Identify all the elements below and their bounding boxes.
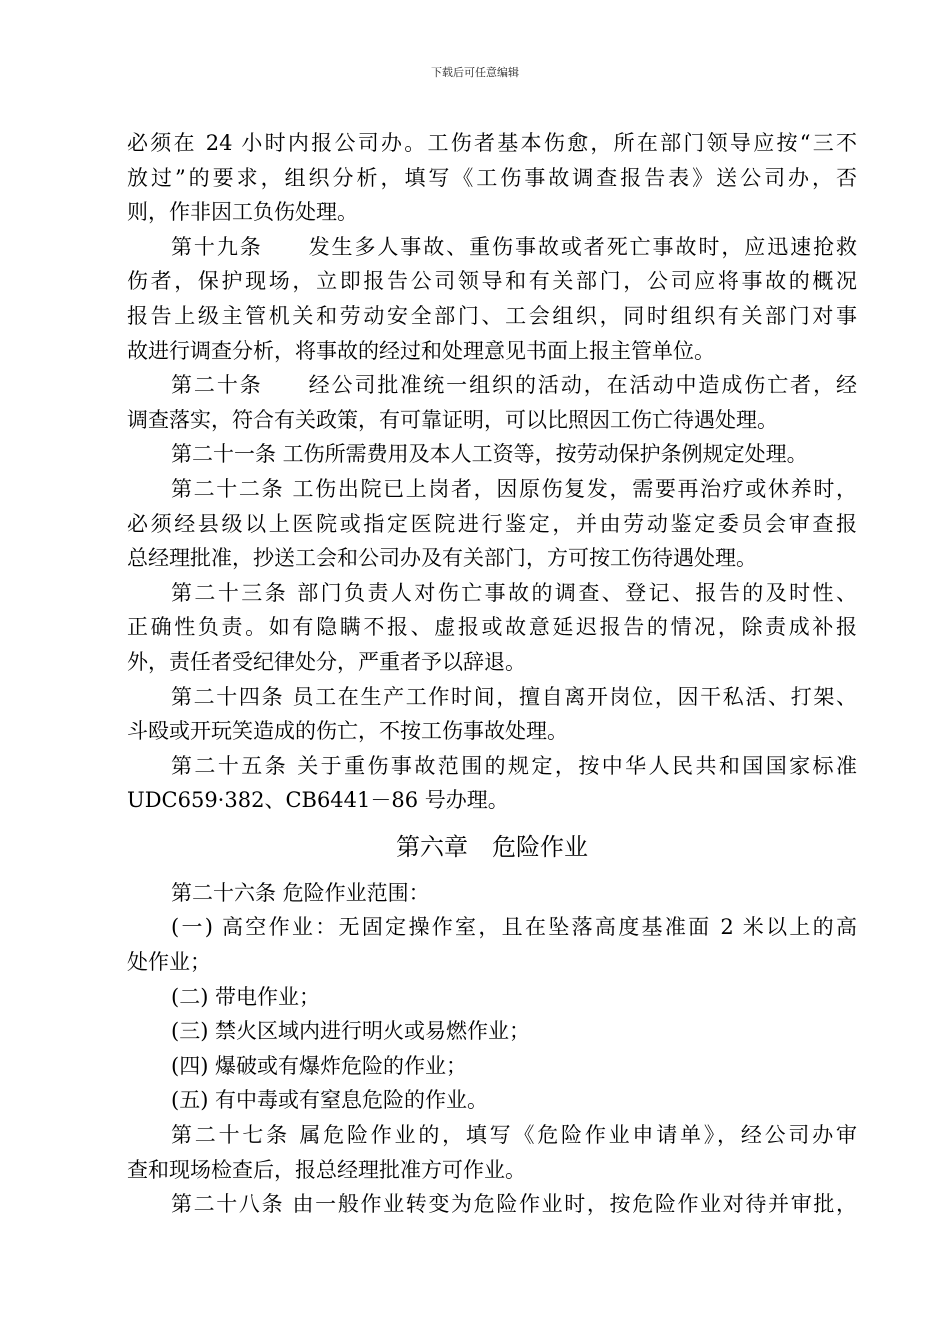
text-line: 第二十八条 由一般作业转变为危险作业时，按危险作业对待并审批， xyxy=(171,1192,857,1217)
text-line: 斗殴或开玩笑造成的伤亡，不按工伤事故处理。 xyxy=(127,719,568,744)
text-line: 故进行调查分析，将事故的经过和处理意见书面上报主管单位。 xyxy=(127,338,715,363)
text-line: 正确性负责。如有隐瞒不报、虚报或故意延迟报告的情况，除责成补报 xyxy=(127,615,857,640)
text-line: 报告上级主管机关和劳动安全部门、工会组织，同时组织有关部门对事 xyxy=(127,303,857,328)
text-line: (二) 带电作业； xyxy=(171,984,321,1009)
list-item xyxy=(127,910,857,979)
text-line: 第二十一条 工伤所需费用及本人工资等，按劳动保护条例规定处理。 xyxy=(171,442,808,467)
article-19 xyxy=(127,230,857,368)
text-line: 第二十五条 关于重伤事故范围的规定，按中华人民共和国国家标准 xyxy=(171,753,857,778)
article-20 xyxy=(127,368,857,437)
text-line: 伤者，保护现场，立即报告公司领导和有关部门，公司应将事故的概况 xyxy=(127,269,857,294)
text-line: UDC659·382、CB6441－86 号办理。 xyxy=(127,788,509,813)
text-line: 必须在 24 小时内报公司办。工伤者基本伤愈，所在部门领导应按“三不 xyxy=(127,131,857,155)
list-item xyxy=(127,980,857,1015)
text-line: 调查落实，符合有关政策，有可靠证明，可以比照因工伤亡待遇处理。 xyxy=(127,407,778,432)
text-line: 第十九条 发生多人事故、重伤事故或者死亡事故时，应迅速抢救 xyxy=(171,234,857,259)
paragraph-continuation xyxy=(127,126,857,230)
list-item xyxy=(127,1014,857,1049)
article-28 xyxy=(127,1187,857,1222)
article-27 xyxy=(127,1118,857,1187)
text-line: 外，责任者受纪律处分，严重者予以辞退。 xyxy=(127,649,526,674)
list-item xyxy=(127,1049,857,1084)
text-line: 查和现场检查后，报总经理批准方可作业。 xyxy=(127,1157,526,1182)
text-line: (一) 高空作业：无固定操作室，且在坠落高度基准面 2 米以上的高 xyxy=(171,915,857,940)
text-line: 则，作非因工负伤处理。 xyxy=(127,200,358,225)
article-25 xyxy=(127,749,857,818)
text-line: (五) 有中毒或有窒息危险的作业。 xyxy=(171,1088,489,1113)
text-line: 第二十二条 工伤出院已上岗者，因原伤复发，需要再治疗或休养时， xyxy=(171,476,857,501)
text-line: 第二十六条 危险作业范围： xyxy=(171,880,430,905)
text-line: 第二十七条 属危险作业的，填写《危险作业申请单》，经公司办审 xyxy=(171,1123,857,1148)
article-26 xyxy=(127,876,857,911)
list-item xyxy=(127,1083,857,1118)
text-line: 放过”的要求，组织分析，填写《工伤事故调查报告表》送公司办，否 xyxy=(127,165,857,190)
document-body xyxy=(127,126,857,1222)
article-21 xyxy=(127,437,857,472)
text-line: 第二十四条 员工在生产工作时间，擅自离开岗位，因干私活、打架、 xyxy=(171,684,857,709)
text-line: 必须经县级以上医院或指定医院进行鉴定，并由劳动鉴定委员会审查报 xyxy=(127,511,857,536)
chapter-title: 第六章 危险作业 xyxy=(396,832,588,861)
text-line: 总经理批准，抄送工会和公司办及有关部门，方可按工伤待遇处理。 xyxy=(127,546,757,571)
text-line: (四) 爆破或有爆炸危险的作业； xyxy=(171,1053,468,1078)
text-line: 第二十三条 部门负责人对伤亡事故的调查、登记、报告的及时性、 xyxy=(171,580,857,605)
article-22 xyxy=(127,472,857,576)
page-header: 下载后可任意编辑 xyxy=(431,66,519,79)
text-line: 第二十条 经公司批准统一组织的活动，在活动中造成伤亡者，经 xyxy=(171,373,857,398)
article-23 xyxy=(127,576,857,680)
text-line: (三) 禁火区域内进行明火或易燃作业； xyxy=(171,1019,531,1044)
article-24 xyxy=(127,680,857,749)
text-line: 处作业； xyxy=(127,950,211,975)
